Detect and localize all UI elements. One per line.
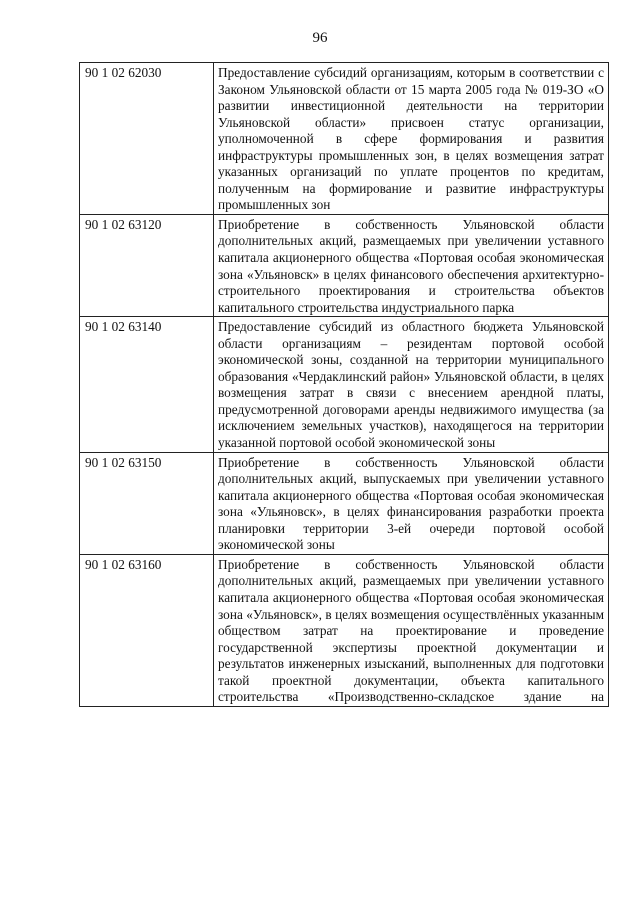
table-row [80,214,609,316]
description-cell: Приобретение в собственность Ульяновской области дополнительных акций, размещаемых при увеличении уставного капитала акционерного общества «Портовая особая экономическая зона «Ульяновск», в целях возмещения осуществлённых указанным обществом затрат на проектирование и проведение государственной экспертизы проектной документации и результатов инженерных изысканий, выполненных для подготовки такой проектной документации, объекта капитального строительства «Производственно-складское здание на [214,554,609,706]
budget-code-cell: 90 1 02 63160 [80,554,214,706]
description-cell: Приобретение в собственность Ульяновской области дополнительных акций, размещаемых при увеличении уставного капитала акционерного общества «Портовая особая экономическая зона «Ульяновск» в целях финансового обеспечения архитектурно-строительного проектирования и строительства объектов капитального строительства индустриального парка [214,214,609,316]
budget-code-table [79,62,609,707]
table-row [80,63,609,215]
description-cell: Предоставление субсидий из областного бюджета Ульяновской области организациям – резидентам портовой особой экономической зоны, созданной на территории муниципального образования «Чердаклинский район» Ульяновской области, в целях возмещения затрат в связи с внесением арендной платы, предусмотренной договорами аренды недвижимого имущества (за исключением земельных участков), находящегося на территории указанной портовой особой экономической зоны [214,317,609,452]
page-number: 96 [312,30,328,46]
budget-code-cell: 90 1 02 63150 [80,452,214,554]
table-row [80,554,609,706]
budget-code-cell: 90 1 02 63120 [80,214,214,316]
description-cell: Приобретение в собственность Ульяновской области дополнительных акций, выпускаемых при увеличении уставного капитала акционерного общества «Портовая особая экономическая зона «Ульяновск», в целях финансирования разработки проекта планировки территории 3-ей очереди портовой особой экономической зоны [214,452,609,554]
table-row [80,452,609,554]
description-cell: Предоставление субсидий организациям, которым в соответствии с Законом Ульяновской области от 15 марта 2005 года № 019-ЗО «О развитии инвестиционной деятельности на территории Ульяновской области» присвоен статус организации, уполномоченной в сфере формирования и развития инфраструктуры промышленных зон, в целях возмещения затрат указанных организаций по уплате процентов по кредитам, полученным на формирование и развитие инфраструктуры промышленных зон [214,63,609,215]
budget-code-cell: 90 1 02 62030 [80,63,214,215]
table-row [80,317,609,452]
budget-code-cell: 90 1 02 63140 [80,317,214,452]
